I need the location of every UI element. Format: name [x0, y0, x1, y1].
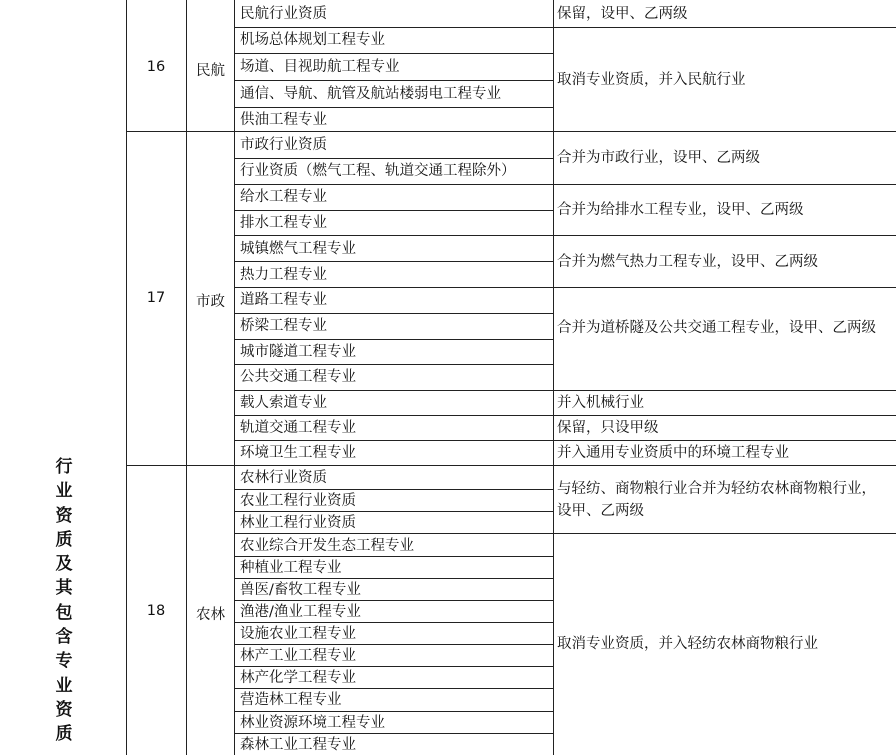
subitem-cell: 农林行业资质 — [240, 470, 327, 486]
row-divider — [234, 415, 896, 416]
result-cell: 合并为燃气热力工程专业，设甲、乙两级 — [557, 254, 818, 270]
group-industry: 农林 — [196, 607, 225, 623]
row-divider — [234, 733, 554, 734]
table-column-divider — [553, 0, 554, 755]
subitem-cell: 行业资质（燃气工程、轨道交通工程除外） — [240, 163, 516, 179]
row-divider — [234, 27, 896, 28]
row-divider — [234, 556, 554, 557]
result-cell: 并入通用专业资质中的环境工程专业 — [557, 445, 789, 461]
result-cell: 取消专业资质，并入民航行业 — [557, 72, 746, 88]
row-divider — [234, 600, 554, 601]
subitem-cell: 载人索道专业 — [240, 395, 327, 411]
table-column-divider — [234, 0, 235, 755]
result-cell: 取消专业资质，并入轻纺农林商物粮行业 — [557, 636, 818, 652]
row-divider — [234, 489, 554, 490]
category-label: 行业资质及其包含专业资质 — [55, 457, 73, 745]
subitem-cell: 城市隧道工程专业 — [240, 344, 356, 360]
result-cell: 合并为市政行业，设甲、乙两级 — [557, 150, 760, 166]
subitem-cell: 城镇燃气工程专业 — [240, 241, 356, 257]
group-separator — [126, 465, 896, 466]
group-number: 18 — [146, 603, 166, 619]
result-cell: 与轻纺、商物粮行业合并为轻纺农林商物粮行业，设甲、乙两级 — [557, 481, 876, 519]
result-cell: 合并为给排水工程专业，设甲、乙两级 — [557, 202, 804, 218]
subitem-cell: 兽医/畜牧工程专业 — [240, 582, 361, 598]
subitem-cell: 道路工程专业 — [240, 292, 327, 308]
subitem-cell: 渔港/渔业工程专业 — [240, 604, 361, 620]
subitem-cell: 热力工程专业 — [240, 267, 327, 283]
result-cell: 保留，只设甲级 — [557, 420, 659, 436]
row-divider — [234, 107, 554, 108]
row-divider — [234, 158, 554, 159]
row-divider — [234, 578, 554, 579]
subitem-cell: 给水工程专业 — [240, 189, 327, 205]
row-divider — [234, 390, 896, 391]
subitem-cell: 场道、目视助航工程专业 — [240, 59, 400, 75]
subitem-cell: 设施农业工程专业 — [240, 626, 356, 642]
table-column-divider — [186, 0, 187, 755]
subitem-cell: 轨道交通工程专业 — [240, 420, 356, 436]
row-divider — [234, 313, 554, 314]
row-divider — [234, 53, 554, 54]
subitem-cell: 林业工程行业资质 — [240, 515, 356, 531]
subitem-cell: 林产工业工程专业 — [240, 648, 356, 664]
row-divider — [234, 364, 554, 365]
row-divider — [234, 711, 554, 712]
row-divider — [234, 440, 896, 441]
subitem-cell: 森林工业工程专业 — [240, 737, 356, 753]
subitem-cell: 公共交通工程专业 — [240, 369, 356, 385]
row-divider — [234, 511, 554, 512]
subitem-cell: 种植业工程专业 — [240, 560, 342, 576]
subitem-cell: 林产化学工程专业 — [240, 670, 356, 686]
group-industry: 民航 — [196, 63, 225, 79]
subitem-cell: 环境卫生工程专业 — [240, 445, 356, 461]
row-divider — [234, 666, 554, 667]
subitem-cell: 民航行业资质 — [240, 6, 327, 22]
group-separator — [126, 131, 896, 132]
result-cell: 合并为道桥隧及公共交通工程专业，设甲、乙两级 — [557, 320, 876, 336]
group-number: 17 — [146, 290, 166, 306]
subitem-cell: 桥梁工程专业 — [240, 318, 327, 334]
subitem-cell: 通信、导航、航管及航站楼弱电工程专业 — [240, 86, 501, 102]
row-divider — [234, 644, 554, 645]
group-industry: 市政 — [196, 294, 225, 310]
subitem-cell: 农业综合开发生态工程专业 — [240, 538, 414, 554]
subitem-cell: 农业工程行业资质 — [240, 493, 356, 509]
row-divider — [234, 261, 554, 262]
result-cell: 并入机械行业 — [557, 395, 644, 411]
row-divider — [234, 210, 554, 211]
subitem-cell: 林业资源环境工程专业 — [240, 715, 385, 731]
row-divider — [234, 339, 554, 340]
row-divider — [234, 80, 554, 81]
row-divider — [234, 688, 554, 689]
row-divider — [234, 235, 896, 236]
result-cell: 保留，设甲、乙两级 — [557, 6, 688, 22]
subitem-cell: 排水工程专业 — [240, 215, 327, 231]
row-divider — [234, 287, 896, 288]
subitem-cell: 营造林工程专业 — [240, 692, 342, 708]
table-border-left — [126, 0, 127, 755]
row-divider — [234, 622, 554, 623]
row-divider — [234, 533, 896, 534]
subitem-cell: 供油工程专业 — [240, 112, 327, 128]
subitem-cell: 机场总体规划工程专业 — [240, 32, 385, 48]
row-divider — [234, 184, 896, 185]
subitem-cell: 市政行业资质 — [240, 137, 327, 153]
group-number: 16 — [146, 59, 166, 75]
